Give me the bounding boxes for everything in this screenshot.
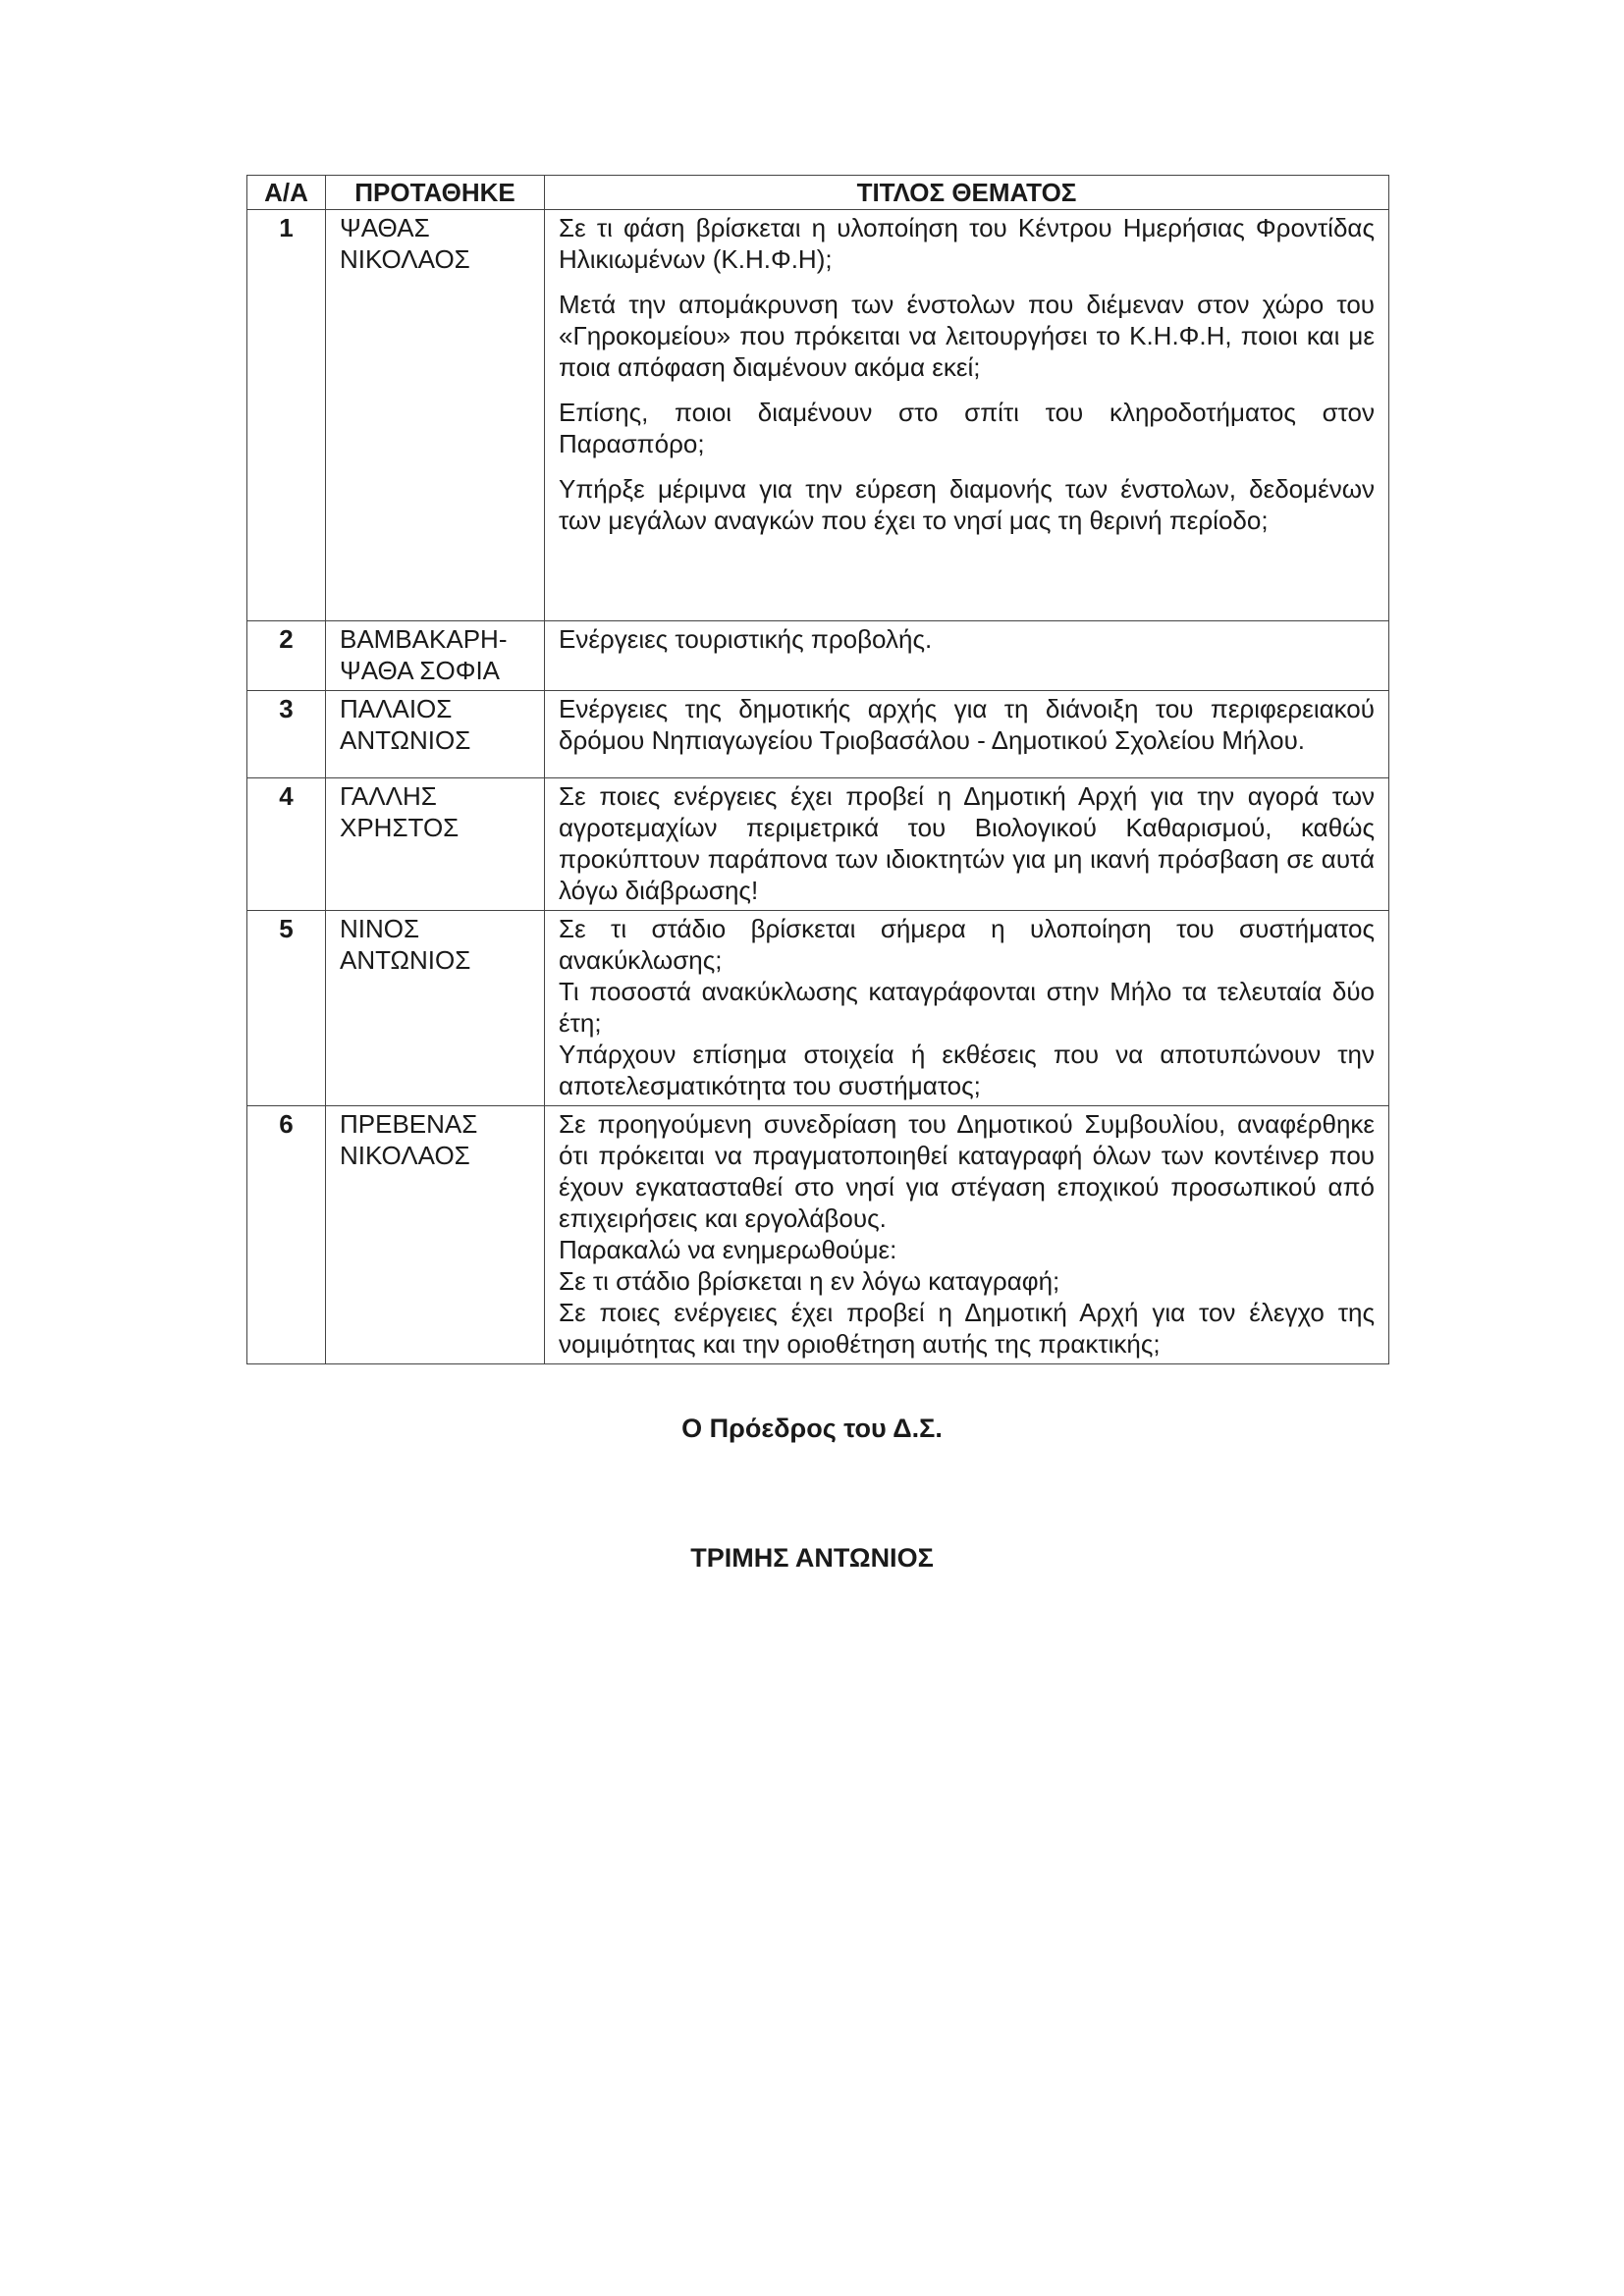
row-topic [545,210,1389,621]
topic-paragraph: Ενέργειες τουριστικής προβολής. [559,624,933,654]
table-header-row [247,176,1389,210]
row-number: 2 [247,621,326,691]
row-number: 3 [247,691,326,778]
header-aa: Α/Α [247,176,326,210]
row-topic [545,911,1389,1106]
row-proposer: ΝΙΝΟΣ ΑΝΤΩΝΙΟΣ [326,911,545,1106]
row-topic [545,621,1389,691]
row-proposer: ΠΡΕΒΕΝΑΣ ΝΙΚΟΛΑΟΣ [326,1106,545,1364]
topic-paragraph: Παρακαλώ να ενημερωθούμε: [559,1235,897,1264]
row-topic [545,778,1389,911]
topic-paragraph: Μετά την απομάκρυνση των ένστολων που διέμεναν στον χώρο του «Γηροκομείου» που πρόκειται να λειτουργήσει το Κ.Η.Φ.Η, ποιοι και με ποια απόφαση διαμένουν ακόμα εκεί; [559,290,1375,382]
topic-paragraph: Σε τι στάδιο βρίσκεται η εν λόγω καταγραφή; [559,1266,1060,1296]
topic-paragraph: Υπάρχουν επίσημα στοιχεία ή εκθέσεις που να αποτυπώνουν την αποτελεσματικότητα του συστήματος; [559,1040,1375,1100]
table-row [247,621,1389,691]
topic-paragraph: Σε τι φάση βρίσκεται η υλοποίηση του Κέντρου Ημερήσιας Φροντίδας Ηλικιωμένων (Κ.Η.Φ.Η); [559,213,1375,274]
row-number: 6 [247,1106,326,1364]
topics-table [246,175,1389,1364]
row-proposer: ΓΑΛΛΗΣ ΧΡΗΣΤΟΣ [326,778,545,911]
row-proposer: ΒΑΜΒΑΚΑΡΗ-ΨΑΘΑ ΣΟΦΙΑ [326,621,545,691]
topic-paragraph: Σε τι στάδιο βρίσκεται σήμερα η υλοποίηση του συστήματος ανακύκλωσης; [559,914,1375,975]
topic-paragraph: Επίσης, ποιοι διαμένουν στο σπίτι του κληροδοτήματος στον Παρασπόρο; [559,398,1375,458]
table-row [247,1106,1389,1364]
topic-paragraph: Σε ποιες ενέργειες έχει προβεί η Δημοτική Αρχή για τον έλεγχο της νομιμότητας και την οριοθέτηση αυτής της πρακτικής; [559,1298,1375,1359]
topic-paragraph: Σε προηγούμενη συνεδρίαση του Δημοτικού Συμβουλίου, αναφέρθηκε ότι πρόκειται να πραγματοποιηθεί καταγραφή όλων των κοντέινερ που έχουν εγκατασταθεί στο νησί για στέγαση εποχικού προσωπικού από επιχειρήσεις και εργολάβους. [559,1109,1375,1233]
table-row [247,210,1389,621]
row-number: 4 [247,778,326,911]
table-row [247,778,1389,911]
signature-role: Ο Πρόεδρος του Δ.Σ. [681,1414,943,1443]
header-title: ΤΙΤΛΟΣ ΘΕΜΑΤΟΣ [545,176,1389,210]
row-topic [545,1106,1389,1364]
table-row [247,911,1389,1106]
row-number: 5 [247,911,326,1106]
topic-paragraph: Υπήρξε μέριμνα για την εύρεση διαμονής των ένστολων, δεδομένων των μεγάλων αναγκών που έχει το νησί μας τη θερινή περίοδο; [559,474,1375,535]
topic-paragraph: Σε ποιες ενέργειες έχει προβεί η Δημοτική Αρχή για την αγορά των αγροτεμαχίων περιμετρικά του Βιολογικού Καθαρισμού, καθώς προκύπτουν παράπονα των ιδιοκτητών για μη ικανή πρόσβαση σε αυτά λόγω διάβρωσης! [559,781,1375,905]
row-proposer: ΠΑΛΑΙΟΣ ΑΝΤΩΝΙΟΣ [326,691,545,778]
topic-paragraph: Τι ποσοστά ανακύκλωσης καταγράφονται στην Μήλο τα τελευταία δύο έτη; [559,977,1375,1038]
row-number: 1 [247,210,326,621]
row-proposer: ΨΑΘΑΣ ΝΙΚΟΛΑΟΣ [326,210,545,621]
signature-name: ΤΡΙΜΗΣ ΑΝΤΩΝΙΟΣ [690,1543,934,1573]
header-proposer: ΠΡΟΤΑΘΗΚΕ [326,176,545,210]
topic-paragraph: Ενέργειες της δημοτικής αρχής για τη διάνοιξη του περιφερειακού δρόμου Νηπιαγωγείου Τριοβασάλου - Δημοτικού Σχολείου Μήλου. [559,694,1375,755]
row-topic [545,691,1389,778]
table-row [247,691,1389,778]
